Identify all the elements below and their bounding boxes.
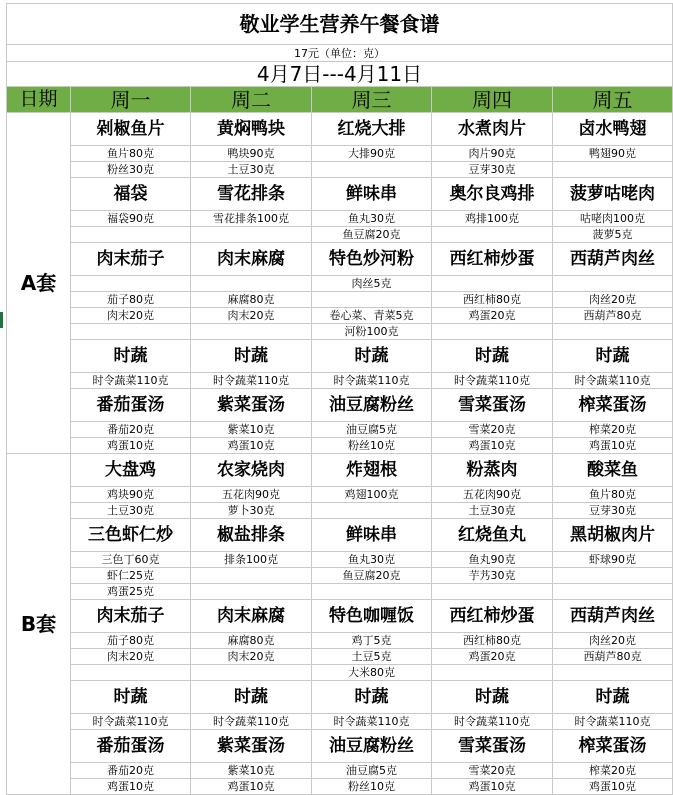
ingredient-cell[interactable]: 雪菜20克 <box>432 422 553 438</box>
ingredient-row <box>7 324 673 340</box>
dish-name-cell[interactable]: 特色炒河粉 <box>312 243 432 276</box>
ingredient-cell[interactable]: 五花肉90克 <box>191 487 312 503</box>
ingredient-row <box>7 763 673 779</box>
dish-name-cell[interactable]: 福袋 <box>71 178 191 211</box>
ingredient-cell[interactable]: 菠萝5克 <box>553 227 673 243</box>
ingredient-cell[interactable]: 时令蔬菜110克 <box>312 373 432 389</box>
dish-name-cell[interactable]: 椒盐排条 <box>191 519 312 552</box>
ingredient-cell[interactable]: 鸡蛋20克 <box>432 308 553 324</box>
dish-name-cell[interactable]: 雪菜蛋汤 <box>432 389 553 422</box>
ingredient-cell[interactable]: 鸡蛋10克 <box>432 779 553 795</box>
ingredient-cell[interactable] <box>191 324 312 340</box>
ingredient-row <box>7 146 673 162</box>
dish-name-cell[interactable]: 榨菜蛋汤 <box>553 389 673 422</box>
ingredient-cell[interactable] <box>432 665 553 681</box>
ingredient-cell[interactable]: 肉末20克 <box>191 649 312 665</box>
dish-name-cell[interactable]: 农家烧肉 <box>191 454 312 487</box>
ingredient-row <box>7 552 673 568</box>
dish-row <box>7 730 673 763</box>
header-monday-cell[interactable]: 周一 <box>71 87 191 113</box>
ingredient-cell[interactable]: 时令蔬菜110克 <box>432 373 553 389</box>
dish-name-cell[interactable]: 时蔬 <box>191 681 312 714</box>
dish-name-cell[interactable]: 榨菜蛋汤 <box>553 730 673 763</box>
dish-name-cell[interactable]: 番茄蛋汤 <box>71 389 191 422</box>
ingredient-cell[interactable]: 鱼片80克 <box>71 146 191 162</box>
ingredient-cell[interactable] <box>312 584 432 600</box>
dish-name-cell[interactable]: 炸翅根 <box>312 454 432 487</box>
dish-name-cell[interactable]: 三色虾仁炒 <box>71 519 191 552</box>
ingredient-cell[interactable]: 豆芽30克 <box>432 162 553 178</box>
ingredient-cell[interactable]: 鸡蛋25克 <box>71 584 191 600</box>
dish-name-cell[interactable]: 紫菜蛋汤 <box>191 389 312 422</box>
set-label[interactable]: A套 <box>7 113 71 454</box>
ingredient-cell[interactable]: 鸡丁5克 <box>312 633 432 649</box>
ingredient-cell[interactable] <box>191 227 312 243</box>
ingredient-row <box>7 162 673 178</box>
ingredient-cell[interactable]: 粉丝30克 <box>71 162 191 178</box>
dish-row <box>7 519 673 552</box>
ingredient-cell[interactable]: 鸡翅100克 <box>312 487 432 503</box>
ingredient-cell[interactable]: 排条100克 <box>191 552 312 568</box>
ingredient-cell[interactable]: 河粉100克 <box>312 324 432 340</box>
ingredient-cell[interactable]: 番茄20克 <box>71 422 191 438</box>
dish-name-cell[interactable]: 菠萝咕咾肉 <box>553 178 673 211</box>
ingredient-row <box>7 276 673 292</box>
ingredient-cell[interactable]: 茄子80克 <box>71 292 191 308</box>
ingredient-cell[interactable]: 土豆30克 <box>71 503 191 519</box>
ingredient-cell[interactable]: 土豆30克 <box>191 162 312 178</box>
ingredient-cell[interactable]: 时令蔬菜110克 <box>71 373 191 389</box>
ingredient-cell[interactable]: 虾球90克 <box>553 552 673 568</box>
dish-row <box>7 454 673 487</box>
ingredient-cell[interactable]: 大米80克 <box>312 665 432 681</box>
dish-row <box>7 243 673 276</box>
ingredient-cell[interactable]: 时令蔬菜110克 <box>432 714 553 730</box>
dish-name-cell[interactable]: 酸菜鱼 <box>553 454 673 487</box>
header-friday-cell[interactable]: 周五 <box>553 87 673 113</box>
dish-name-cell[interactable]: 紫菜蛋汤 <box>191 730 312 763</box>
ingredient-cell[interactable]: 肉丝5克 <box>312 276 432 292</box>
ingredient-cell[interactable]: 鸡蛋10克 <box>191 779 312 795</box>
ingredient-cell[interactable]: 鱼丸30克 <box>312 211 432 227</box>
dish-name-cell[interactable]: 西红柿炒蛋 <box>432 243 553 276</box>
dish-name-cell[interactable]: 肉末麻腐 <box>191 243 312 276</box>
dish-name-cell[interactable]: 时蔬 <box>432 340 553 373</box>
ingredient-cell[interactable] <box>71 665 191 681</box>
ingredient-row <box>7 665 673 681</box>
dish-name-cell[interactable]: 肉末茄子 <box>71 243 191 276</box>
ingredient-cell[interactable]: 鸡块90克 <box>71 487 191 503</box>
ingredient-row <box>7 714 673 730</box>
ingredient-cell[interactable]: 西红柿80克 <box>432 292 553 308</box>
ingredient-cell[interactable]: 鸡蛋10克 <box>71 779 191 795</box>
ingredient-cell[interactable]: 肉末20克 <box>191 308 312 324</box>
dish-row <box>7 681 673 714</box>
ingredient-cell[interactable]: 鸡蛋20克 <box>432 649 553 665</box>
dish-name-cell[interactable]: 油豆腐粉丝 <box>312 389 432 422</box>
dish-name-cell[interactable]: 西葫芦肉丝 <box>553 600 673 633</box>
ingredient-cell[interactable]: 大排90克 <box>312 146 432 162</box>
ingredient-row <box>7 308 673 324</box>
dish-name-cell[interactable]: 肉末茄子 <box>71 600 191 633</box>
ingredient-cell[interactable]: 紫菜10克 <box>191 422 312 438</box>
menu-spreadsheet <box>6 3 673 795</box>
ingredient-cell[interactable]: 肉末20克 <box>71 308 191 324</box>
dish-name-cell[interactable]: 时蔬 <box>71 340 191 373</box>
ingredient-row <box>7 649 673 665</box>
dish-name-cell[interactable]: 西红柿炒蛋 <box>432 600 553 633</box>
dish-row <box>7 340 673 373</box>
ingredient-cell[interactable]: 西葫芦80克 <box>553 649 673 665</box>
ingredient-cell[interactable]: 肉片90克 <box>432 146 553 162</box>
ingredient-cell[interactable] <box>432 276 553 292</box>
dish-name-cell[interactable]: 水煮肉片 <box>432 113 553 146</box>
ingredient-cell[interactable] <box>312 292 432 308</box>
dish-name-cell[interactable]: 时蔬 <box>312 340 432 373</box>
ingredient-cell[interactable] <box>191 665 312 681</box>
ingredient-cell[interactable] <box>71 276 191 292</box>
ingredient-cell[interactable] <box>71 324 191 340</box>
dish-name-cell[interactable]: 黄焖鸭块 <box>191 113 312 146</box>
dish-name-cell[interactable]: 卤水鸭翅 <box>553 113 673 146</box>
ingredient-cell[interactable]: 雪菜20克 <box>432 763 553 779</box>
ingredient-cell[interactable]: 鱼片80克 <box>553 487 673 503</box>
ingredient-cell[interactable]: 紫菜10克 <box>191 763 312 779</box>
dish-name-cell[interactable]: 鲜味串 <box>312 178 432 211</box>
dish-name-cell[interactable]: 奥尔良鸡排 <box>432 178 553 211</box>
dish-name-cell[interactable]: 番茄蛋汤 <box>71 730 191 763</box>
dish-name-cell[interactable]: 特色咖喱饭 <box>312 600 432 633</box>
ingredient-cell[interactable]: 肉丝20克 <box>553 292 673 308</box>
ingredient-cell[interactable]: 鱼丸30克 <box>312 552 432 568</box>
ingredient-cell[interactable]: 福袋90克 <box>71 211 191 227</box>
ingredient-cell[interactable]: 时令蔬菜110克 <box>312 714 432 730</box>
dish-name-cell[interactable]: 剁椒鱼片 <box>71 113 191 146</box>
dish-name-cell[interactable]: 红烧鱼丸 <box>432 519 553 552</box>
ingredient-cell[interactable]: 榨菜20克 <box>553 763 673 779</box>
dish-row <box>7 113 673 146</box>
date-range[interactable]: 4月7日---4月11日 <box>7 62 673 87</box>
ingredient-cell[interactable] <box>191 584 312 600</box>
header-wednesday-cell[interactable]: 周三 <box>312 87 432 113</box>
ingredient-cell[interactable]: 榨菜20克 <box>553 422 673 438</box>
ingredient-cell[interactable]: 西红柿80克 <box>432 633 553 649</box>
ingredient-cell[interactable]: 萝卜30克 <box>191 503 312 519</box>
ingredient-cell[interactable]: 鸡蛋10克 <box>191 438 312 454</box>
ingredient-cell[interactable] <box>553 665 673 681</box>
ingredient-cell[interactable]: 西葫芦80克 <box>553 308 673 324</box>
header-date-cell[interactable]: 日期 <box>7 87 71 113</box>
ingredient-cell[interactable]: 时令蔬菜110克 <box>553 373 673 389</box>
ingredient-cell[interactable]: 麻腐80克 <box>191 633 312 649</box>
dish-row <box>7 600 673 633</box>
ingredient-cell[interactable]: 肉丝20克 <box>553 633 673 649</box>
ingredient-cell[interactable]: 虾仁25克 <box>71 568 191 584</box>
ingredient-cell[interactable] <box>71 227 191 243</box>
ingredient-cell[interactable]: 时令蔬菜110克 <box>553 714 673 730</box>
ingredient-cell[interactable]: 茄子80克 <box>71 633 191 649</box>
ingredient-cell[interactable]: 鸡排100克 <box>432 211 553 227</box>
ingredient-cell[interactable]: 鸡蛋10克 <box>553 779 673 795</box>
active-cell-indicator <box>0 312 3 328</box>
ingredient-cell[interactable]: 三色丁60克 <box>71 552 191 568</box>
ingredient-cell[interactable] <box>432 324 553 340</box>
ingredient-cell[interactable] <box>312 162 432 178</box>
header-thursday-cell[interactable]: 周四 <box>432 87 553 113</box>
ingredient-cell[interactable]: 鱼丸90克 <box>432 552 553 568</box>
dish-name-cell[interactable]: 时蔬 <box>71 681 191 714</box>
ingredient-row <box>7 227 673 243</box>
header-tuesday-cell[interactable]: 周二 <box>191 87 312 113</box>
ingredient-row <box>7 292 673 308</box>
ingredient-row <box>7 503 673 519</box>
price-unit-note[interactable]: 17元（单位：克） <box>7 45 673 62</box>
ingredient-cell[interactable]: 鸭翅90克 <box>553 146 673 162</box>
ingredient-cell[interactable] <box>553 568 673 584</box>
ingredient-row <box>7 633 673 649</box>
dish-name-cell[interactable]: 时蔬 <box>553 340 673 373</box>
ingredient-cell[interactable] <box>432 227 553 243</box>
ingredient-cell[interactable]: 时令蔬菜110克 <box>191 373 312 389</box>
ingredient-cell[interactable]: 鸡蛋10克 <box>432 438 553 454</box>
dish-name-cell[interactable]: 鲜味串 <box>312 519 432 552</box>
ingredient-cell[interactable]: 五花肉90克 <box>432 487 553 503</box>
ingredient-row <box>7 584 673 600</box>
dish-name-cell[interactable]: 粉蒸肉 <box>432 454 553 487</box>
ingredient-cell[interactable]: 鸡蛋10克 <box>553 438 673 454</box>
weekday-header-row <box>7 87 673 113</box>
ingredient-cell[interactable]: 鱼豆腐20克 <box>312 568 432 584</box>
ingredient-row <box>7 373 673 389</box>
ingredient-cell[interactable] <box>312 503 432 519</box>
ingredient-cell[interactable] <box>191 568 312 584</box>
ingredient-cell[interactable] <box>553 324 673 340</box>
dish-row <box>7 389 673 422</box>
ingredient-cell[interactable]: 粉丝10克 <box>312 779 432 795</box>
dish-name-cell[interactable]: 时蔬 <box>191 340 312 373</box>
ingredient-cell[interactable]: 麻腐80克 <box>191 292 312 308</box>
dish-name-cell[interactable]: 雪花排条 <box>191 178 312 211</box>
ingredient-cell[interactable]: 咕咾肉100克 <box>553 211 673 227</box>
set-label[interactable]: B套 <box>7 454 71 795</box>
ingredient-row <box>7 487 673 503</box>
dish-name-cell[interactable]: 油豆腐粉丝 <box>312 730 432 763</box>
ingredient-cell[interactable]: 时令蔬菜110克 <box>71 714 191 730</box>
dish-name-cell[interactable]: 西葫芦肉丝 <box>553 243 673 276</box>
ingredient-cell[interactable]: 雪花排条100克 <box>191 211 312 227</box>
ingredient-cell[interactable] <box>553 162 673 178</box>
ingredient-cell[interactable] <box>432 584 553 600</box>
dish-name-cell[interactable]: 时蔬 <box>432 681 553 714</box>
ingredient-cell[interactable]: 鸭块90克 <box>191 146 312 162</box>
dish-name-cell[interactable]: 雪菜蛋汤 <box>432 730 553 763</box>
dish-name-cell[interactable]: 时蔬 <box>312 681 432 714</box>
ingredient-cell[interactable]: 豆芽30克 <box>553 503 673 519</box>
ingredient-cell[interactable]: 油豆腐5克 <box>312 763 432 779</box>
ingredient-cell[interactable] <box>553 276 673 292</box>
ingredient-cell[interactable]: 番茄20克 <box>71 763 191 779</box>
ingredient-cell[interactable]: 卷心菜、青菜5克 <box>312 308 432 324</box>
ingredient-cell[interactable]: 芋艿30克 <box>432 568 553 584</box>
dish-name-cell[interactable]: 黑胡椒肉片 <box>553 519 673 552</box>
dish-name-cell[interactable]: 肉末麻腐 <box>191 600 312 633</box>
dish-name-cell[interactable]: 大盘鸡 <box>71 454 191 487</box>
ingredient-row <box>7 211 673 227</box>
menu-title[interactable]: 敬业学生营养午餐食谱 <box>7 4 673 45</box>
dish-name-cell[interactable]: 红烧大排 <box>312 113 432 146</box>
ingredient-cell[interactable]: 油豆腐5克 <box>312 422 432 438</box>
ingredient-cell[interactable]: 鸡蛋10克 <box>71 438 191 454</box>
ingredient-row <box>7 438 673 454</box>
dish-row <box>7 178 673 211</box>
ingredient-cell[interactable] <box>553 584 673 600</box>
ingredient-cell[interactable]: 粉丝10克 <box>312 438 432 454</box>
ingredient-row <box>7 568 673 584</box>
ingredient-cell[interactable]: 肉末20克 <box>71 649 191 665</box>
ingredient-cell[interactable]: 土豆30克 <box>432 503 553 519</box>
ingredient-cell[interactable]: 土豆5克 <box>312 649 432 665</box>
ingredient-cell[interactable]: 时令蔬菜110克 <box>191 714 312 730</box>
ingredient-cell[interactable]: 鱼豆腐20克 <box>312 227 432 243</box>
ingredient-cell[interactable] <box>191 276 312 292</box>
ingredient-row <box>7 422 673 438</box>
dish-name-cell[interactable]: 时蔬 <box>553 681 673 714</box>
